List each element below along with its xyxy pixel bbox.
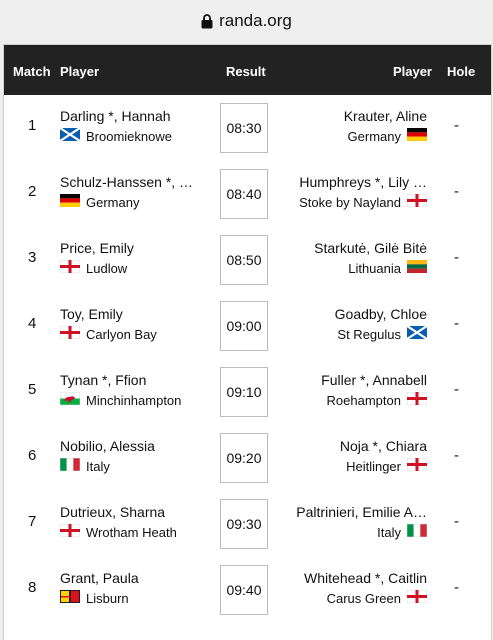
table-row[interactable]	[4, 161, 491, 227]
italy-flag-icon	[60, 458, 80, 474]
right-club-label: Roehampton	[326, 392, 401, 408]
result-time: 08:40	[226, 186, 262, 202]
left-player-club	[60, 392, 181, 408]
table-row[interactable]	[4, 425, 491, 491]
result-time: 09:20	[226, 450, 262, 466]
germany-flag-icon	[60, 194, 80, 210]
left-player-name[interactable]: Tynan *, Ffion	[60, 372, 147, 388]
left-player-club	[60, 128, 172, 144]
england-flag-icon	[60, 524, 80, 540]
left-player-club	[60, 458, 110, 474]
left-player-name[interactable]: Grant, Paula	[60, 570, 139, 586]
header-hole: Hole	[447, 64, 476, 79]
right-player-name[interactable]: Humphreys *, Lily …	[299, 174, 427, 190]
right-player-name[interactable]: Paltrinieri, Emilie A…	[296, 504, 427, 520]
england-flag-icon	[60, 260, 80, 276]
left-player-name[interactable]: Price, Emily	[60, 240, 134, 256]
result-box	[220, 235, 268, 285]
right-player-name[interactable]: Goadby, Chloe	[334, 306, 427, 322]
right-player-name[interactable]: Starkutė, Gilė Bitė	[314, 240, 427, 256]
hole-status: -	[454, 249, 459, 266]
hole-status: -	[454, 579, 459, 596]
right-player-name[interactable]: Whitehead *, Caitlin	[304, 570, 427, 586]
right-player-club	[348, 128, 427, 144]
result-time: 09:00	[226, 318, 262, 334]
right-player-name[interactable]: Krauter, Aline	[343, 108, 427, 124]
match-number: 5	[28, 381, 37, 398]
url-text: randa.org	[219, 11, 292, 30]
lithuania-flag-icon	[407, 260, 427, 276]
right-club-label: Stoke by Nayland	[299, 194, 401, 210]
left-player-club	[60, 590, 129, 606]
left-club-label: Germany	[86, 194, 140, 210]
result-box	[220, 565, 268, 615]
england-flag-icon	[407, 458, 427, 474]
result-box	[220, 367, 268, 417]
england-flag-icon	[407, 392, 427, 408]
right-club-label: Carus Green	[326, 590, 401, 606]
header-match: Match	[13, 64, 51, 79]
match-number: 8	[28, 579, 37, 596]
right-club-label: Italy	[377, 524, 401, 540]
right-player-club	[327, 590, 427, 606]
match-table	[3, 44, 492, 640]
right-player-club	[348, 260, 427, 276]
hole-status: -	[454, 381, 459, 398]
result-time: 09:30	[226, 516, 262, 532]
result-box	[220, 103, 268, 153]
table-row[interactable]	[4, 491, 491, 557]
result-box	[220, 433, 268, 483]
italy-flag-icon	[407, 524, 427, 540]
england-flag-icon	[407, 194, 427, 210]
match-number: 2	[28, 183, 37, 200]
table-row[interactable]	[4, 95, 491, 161]
table-row[interactable]	[4, 293, 491, 359]
hole-status: -	[454, 447, 459, 464]
right-player-club	[346, 458, 427, 474]
left-club-label: Broomieknowe	[86, 128, 172, 144]
result-time: 08:30	[226, 120, 262, 136]
result-box	[220, 301, 268, 351]
table-row[interactable]	[4, 557, 491, 623]
left-player-name[interactable]: Schulz-Hanssen *, …	[60, 174, 194, 190]
left-club-label: Lisburn	[86, 590, 129, 606]
right-club-label: St Regulus	[337, 326, 401, 342]
right-player-club	[327, 392, 427, 408]
match-number: 6	[28, 447, 37, 464]
scotland-flag-icon	[60, 128, 80, 144]
left-player-club	[60, 524, 177, 540]
right-club-label: Heitlinger	[346, 458, 401, 474]
left-player-name[interactable]: Darling *, Hannah	[60, 108, 171, 124]
match-number: 4	[28, 315, 37, 332]
header-result: Result	[226, 64, 266, 79]
result-time: 09:40	[226, 582, 262, 598]
result-box	[220, 169, 268, 219]
left-club-label: Wrotham Heath	[86, 524, 177, 540]
header-player-right: Player	[392, 64, 432, 79]
hole-status: -	[454, 183, 459, 200]
england-flag-icon	[60, 326, 80, 342]
result-time: 09:10	[226, 384, 262, 400]
result-time: 08:50	[226, 252, 262, 268]
address-bar[interactable]	[0, 0, 493, 42]
left-club-label: Italy	[86, 458, 110, 474]
germany-flag-icon	[407, 128, 427, 144]
right-club-label: Lithuania	[348, 260, 401, 276]
right-player-club	[299, 194, 427, 210]
left-player-club	[60, 260, 127, 276]
match-number: 3	[28, 249, 37, 266]
table-row[interactable]	[4, 359, 491, 425]
hole-status: -	[454, 117, 459, 134]
left-player-name[interactable]: Nobilio, Alessia	[60, 438, 155, 454]
table-body	[4, 95, 491, 623]
right-player-club	[337, 326, 427, 342]
scotland-flag-icon	[407, 326, 427, 342]
lock-icon	[201, 14, 213, 29]
header-player-left: Player	[60, 64, 100, 79]
table-row[interactable]	[4, 227, 491, 293]
england-flag-icon	[407, 590, 427, 606]
left-player-club	[60, 326, 157, 342]
match-number: 7	[28, 513, 37, 530]
match-number: 1	[28, 117, 37, 134]
left-player-name[interactable]: Dutrieux, Sharna	[60, 504, 166, 520]
left-club-label: Carlyon Bay	[86, 326, 157, 342]
left-club-label: Ludlow	[86, 260, 128, 276]
table-header	[4, 45, 491, 95]
right-club-label: Germany	[347, 128, 401, 144]
left-club-label: Minchinhampton	[86, 392, 182, 408]
left-player-club	[60, 194, 139, 210]
right-player-name[interactable]: Noja *, Chiara	[339, 438, 427, 454]
left-player-name[interactable]: Toy, Emily	[60, 306, 123, 322]
right-player-club	[377, 524, 427, 540]
result-box	[220, 499, 268, 549]
wales-flag-icon	[60, 392, 80, 408]
right-player-name[interactable]: Fuller *, Annabell	[321, 372, 427, 388]
hole-status: -	[454, 315, 459, 332]
hole-status: -	[454, 513, 459, 530]
ulster-flag-icon	[60, 590, 80, 606]
